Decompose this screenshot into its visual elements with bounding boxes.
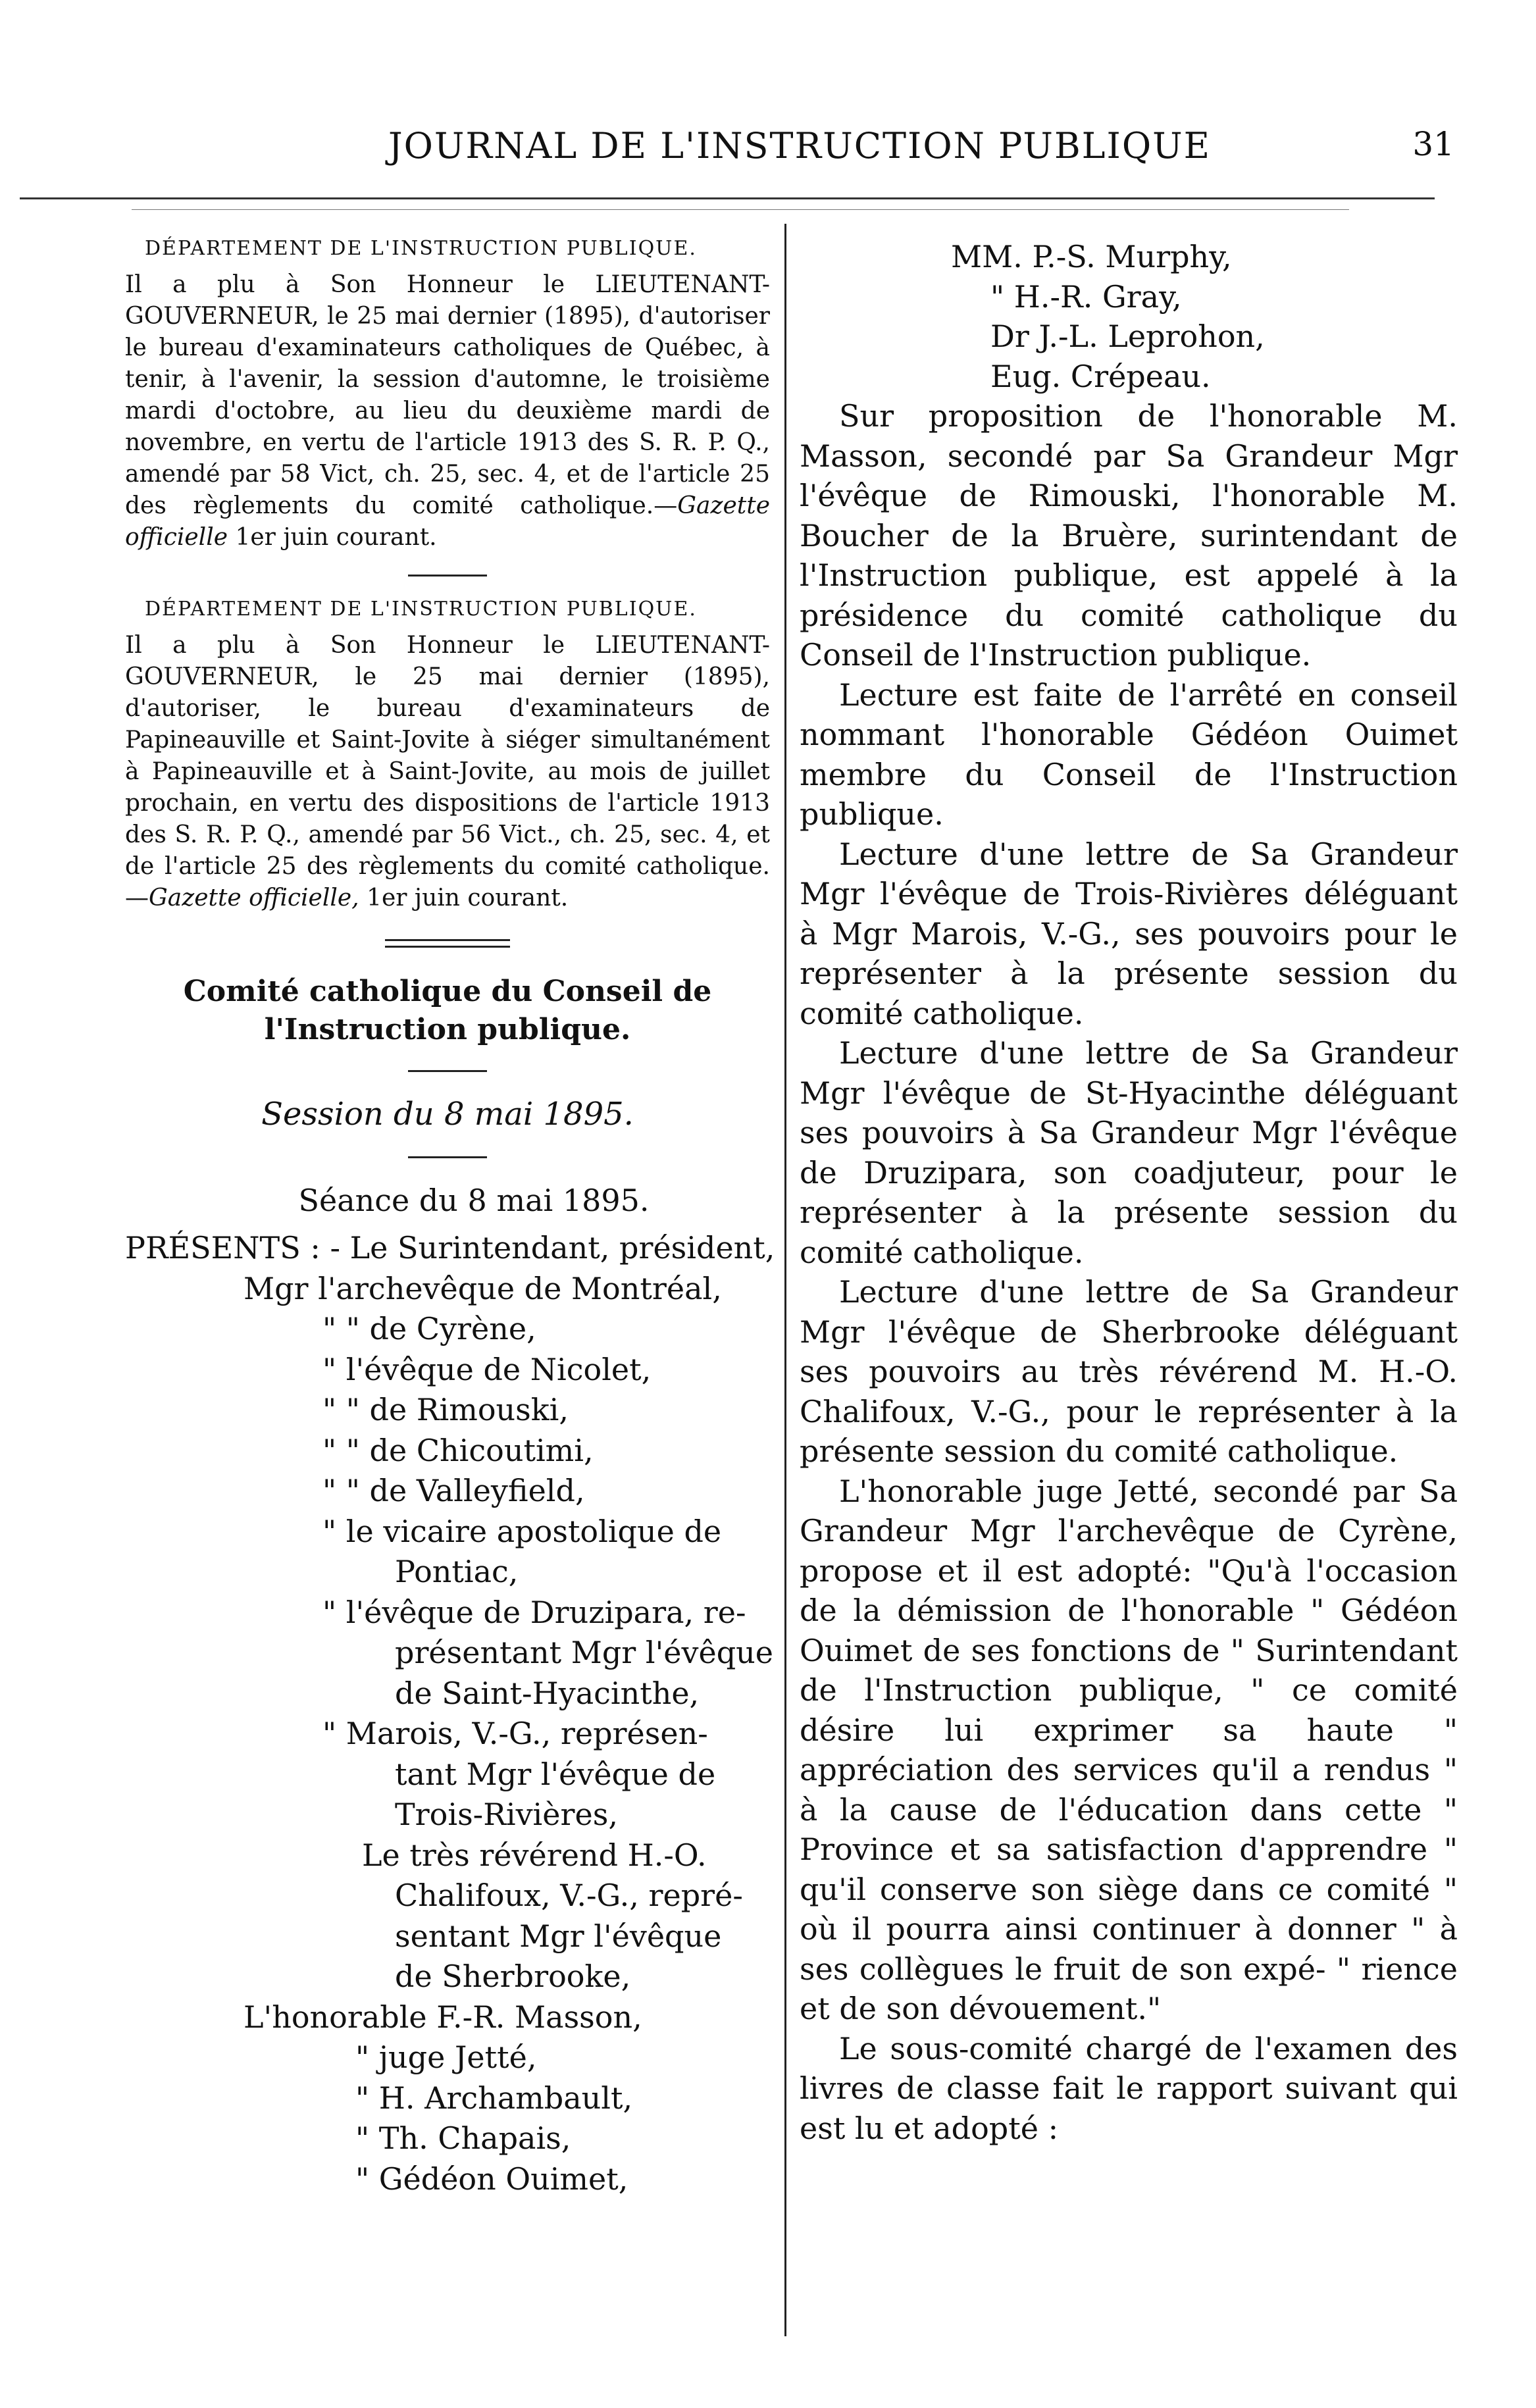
presents-line: " l'évêque de Nicolet, [322, 1351, 652, 1387]
presents-line: " " de Cyrène, [322, 1311, 536, 1346]
presents-line: " Gédéon Ouimet, [355, 2161, 628, 2197]
presents-line: " l'évêque de Druzipara, re- [322, 1594, 746, 1630]
header-rule [20, 197, 1435, 199]
section-heading: Comité catholique du Conseil de l'Instruction publique. [183, 975, 712, 1046]
page-header [112, 125, 1454, 184]
presents-line: " H. Archambault, [355, 2080, 633, 2116]
notice-2-source: Gazette officielle, [149, 884, 359, 911]
presents-line: L'honorable F.-R. Masson, [243, 1999, 642, 2035]
paragraph: Lecture d'une lettre de Sa Grandeur Mgr l'évêque de St-Hyacinthe déléguant ses pouvoirs à Sa Grandeur Mgr l'évêque de Druzipara, son coadjuteur, pour le représenter à la présente session du comité catholique. [800, 1035, 1458, 1270]
notice-1-source: Gazette officielle [125, 492, 770, 551]
member-name: " H.-R. Gray, [990, 278, 1182, 315]
paragraph: L'honorable juge Jetté, secondé par Sa Grandeur Mgr l'archevêque de Cyrène, propose et il est adopté: "Qu'à l'occasion de la démission de l'honorable " Gédéon Ouimet de ses fonctions de " Surintendant de l'Instruction publique, " ce comité désire lui exprimer sa haute " appréciation des services qu'il a rendus " à la cause de l'éducation dans cette " Province et sa satisfaction d'apprendre " qu'il conserve son siège dans ce comité " où il pourra ainsi continuer à donner " à ses collègues le fruit de son expé- " rience et de son dévouement." [800, 1473, 1458, 2026]
member-name: Eug. Crépeau. [990, 358, 1211, 394]
notice-2-date: 1er juin courant. [359, 884, 569, 911]
presents-line: tant Mgr l'évêque de [395, 1756, 716, 1792]
notice-1-text [125, 269, 770, 553]
presents-line: " Marois, V.-G., représen- [322, 1716, 708, 1751]
presents-line: sentant Mgr l'évêque [395, 1918, 722, 1954]
paragraph: Le sous-comité chargé de l'examen des livres de classe fait le rapport suivant qui est lu et adopté : [800, 2030, 1458, 2146]
presents-line: Trois-Rivières, [395, 1797, 618, 1832]
member-name: Dr J.-L. Leprohon, [990, 319, 1265, 354]
left-column [125, 237, 775, 2199]
notice-1-body: Il a plu à Son Honneur le LIEUTENANT-GOUVERNEUR, le 25 mai dernier (1895), d'autoriser le bureau d'examinateurs catholiques de Québec, à tenir, à l'avenir, la session d'automne, le troisième mardi d'octobre, au lieu du deuxième mardi de novembre, en vertu de l'article 1913 des S. R. P. Q., amendé par 58 Vict, ch. 25, sec. 4, et de l'article 25 des règlements du comité catholique.— [125, 271, 770, 519]
notice-2-department: DÉPARTEMENT DE L'INSTRUCTION PUBLIQUE. [145, 598, 697, 621]
notice-2-body: Il a plu à Son Honneur le LIEUTENANT-GOUVERNEUR, le 25 mai dernier (1895), d'autoriser, le bureau d'examinateurs de Papineauville et Saint-Jovite à siéger simultanément à Papineauville et à Saint-Jovite, au mois de juillet prochain, en vertu des dispositions de l'article 1913 des S. R. P. Q., amendé par 56 Vict., ch. 25, sec. 4, et de l'article 25 des règlements du comité catholique.— [125, 632, 770, 911]
session-date: Session du 8 mai 1895. [261, 1096, 634, 1133]
presents-line: Le très révérend H.-O. [362, 1837, 707, 1873]
double-separator-rule [385, 939, 510, 948]
presents-line: " " de Rimouski, [322, 1392, 569, 1427]
presents-line: " le vicaire apostolique de [322, 1513, 722, 1549]
paragraph: Sur proposition de l'honorable M. Masson, secondé par Sa Grandeur Mgr l'évêque de Rimouski, l'honorable M. Boucher de la Bruère, surintendant de l'Instruction publique, est appelé à la présidence du comité catholique du Conseil de l'Instruction publique. [800, 398, 1458, 673]
presents-line: PRÉSENTS : - Le Surintendant, président, [125, 1230, 775, 1266]
heading-rule [408, 1070, 487, 1072]
presents-line: " Th. Chapais, [355, 2120, 571, 2156]
paragraph: Lecture d'une lettre de Sa Grandeur Mgr l'évêque de Sherbrooke déléguant ses pouvoirs au très révérend M. H.-O. Chalifoux, V.-G., pour le représenter à la présente session du comité catholique. [800, 1274, 1458, 1469]
seance-date: Séance du 8 mai 1895. [298, 1183, 650, 1218]
separator-rule [408, 575, 487, 576]
notice-1-date: 1er juin courant. [228, 524, 437, 551]
session-rule [408, 1156, 487, 1158]
header-rule-thin [132, 209, 1349, 210]
presents-line: " " de Valleyfield, [322, 1473, 585, 1508]
presents-line: Chalifoux, V.-G., repré- [395, 1878, 743, 1913]
members-list [800, 237, 1458, 396]
member-name: MM. P.-S. Murphy, [951, 239, 1232, 274]
page-number: 31 [1412, 125, 1454, 163]
journal-title: JOURNAL DE L'INSTRUCTION PUBLIQUE [388, 125, 1212, 167]
paragraph: Lecture d'une lettre de Sa Grandeur Mgr l'évêque de Trois-Rivières déléguant à Mgr Marois, V.-G., ses pouvoirs pour le représenter à la présente session du comité catholique. [800, 836, 1458, 1031]
paragraph: Lecture est faite de l'arrêté en conseil nommant l'honorable Gédéon Ouimet membre du Conseil de l'Instruction publique. [800, 677, 1458, 832]
notice-1-department: DÉPARTEMENT DE L'INSTRUCTION PUBLIQUE. [145, 237, 697, 260]
presents-line: de Sherbrooke, [395, 1959, 631, 1994]
column-divider [784, 224, 786, 2336]
notice-2-text [125, 630, 770, 914]
presents-line: Mgr l'archevêque de Montréal, [243, 1270, 722, 1306]
presents-line: de Saint-Hyacinthe, [395, 1675, 700, 1711]
presents-line: Pontiac, [395, 1554, 519, 1589]
presents-list [125, 1228, 775, 2199]
presents-line: " juge Jetté, [355, 2039, 537, 2075]
presents-line: " " de Chicoutimi, [322, 1432, 594, 1468]
presents-line: présentant Mgr l'évêque [395, 1635, 773, 1670]
right-column [800, 237, 1458, 2148]
